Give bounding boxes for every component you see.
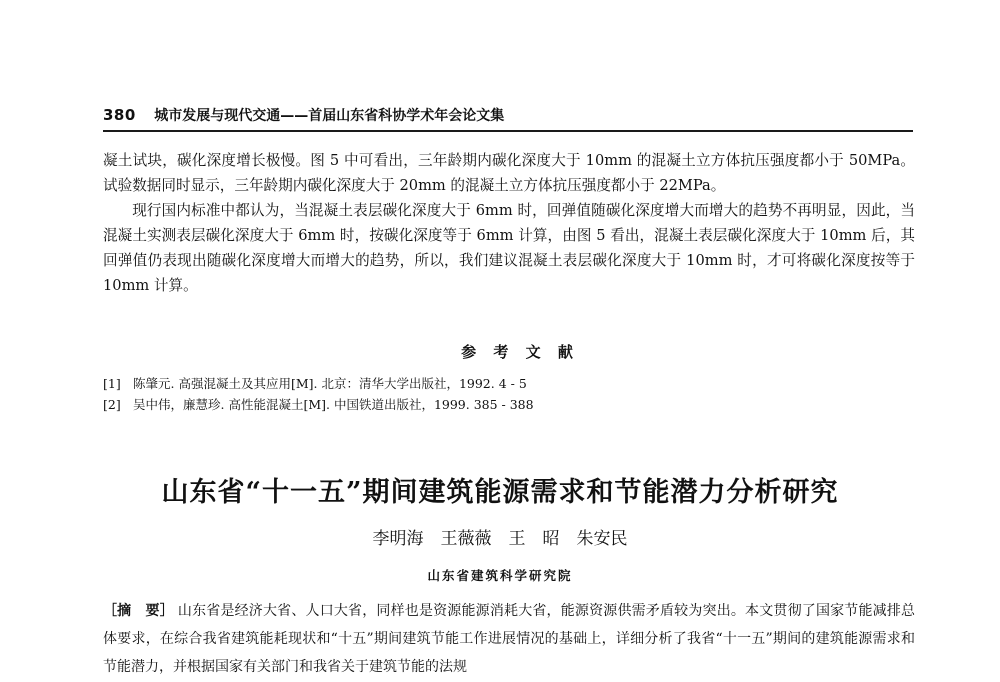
- article-title: 山东省“十一五”期间建筑能源需求和节能潜力分析研究: [161, 477, 839, 508]
- reference-item: [103, 373, 915, 394]
- reference-index: [1]: [103, 376, 121, 391]
- journal-title: 城市发展与现代交通——首届山东省科协学术年会论文集: [154, 108, 505, 124]
- reference-text: 陈肇元. 高强混凝土及其应用[M]. 北京：清华大学出版社，1992. 4 - 5: [133, 376, 527, 391]
- abstract-text: 山东省是经济大省、人口大省，同样也是资源能源消耗大省，能源资源供需矛盾较为突出。本文贯彻了国家节能减排总体要求，在综合我省建筑能耗现状和“十五”期间建筑节能工作进展情况的基础上，详细分析了我省“十一五”期间的建筑能源需求和节能潜力，并根据国家有关部门和我省关于建筑节能的法规: [103, 603, 916, 675]
- article-affiliation: 山东省建筑科学研究院: [427, 568, 573, 583]
- running-header: [103, 106, 913, 132]
- page-number: 380: [103, 106, 136, 124]
- reference-item: [103, 394, 915, 415]
- body-paragraph-1: 凝土试块，碳化深度增长极慢。图 5 中可看出，三年龄期内碳化深度大于 10mm 的混凝土立方体抗压强度都小于 50MPa。试验数据同时显示，三年龄期内碳化深度大于 20mm 的混凝土立方体抗压强度都小于 22MPa。: [103, 152, 915, 194]
- reference-index: [2]: [103, 397, 121, 412]
- body-paragraph-2: 现行国内标准中都认为，当混凝土表层碳化深度大于 6mm 时，回弹值随碳化深度增大而增大的趋势不再明显，因此，当混凝土实测表层碳化深度大于 6mm 时，按碳化深度等于 6mm 计算，由图 5 看出，混凝土表层碳化深度大于 10mm 后，其回弹值仍表现出随碳化深度增大而增大的趋势，所以，我们建议混凝土表层碳化深度大于 10mm 时，才可将碳化深度按等于 10mm 计算。: [103, 202, 915, 294]
- abstract-label: ［摘 要］: [103, 603, 174, 619]
- reference-text: 吴中伟，廉慧珍. 高性能混凝土[M]. 中国铁道出版社，1999. 385 - 388: [133, 397, 534, 412]
- body-text: [103, 148, 915, 298]
- abstract: [103, 597, 915, 681]
- references-list: [103, 373, 915, 415]
- references-heading: 参 考 文 献: [461, 343, 579, 361]
- article-authors: 李明海 王薇薇 王 昭 朱安民: [372, 529, 628, 549]
